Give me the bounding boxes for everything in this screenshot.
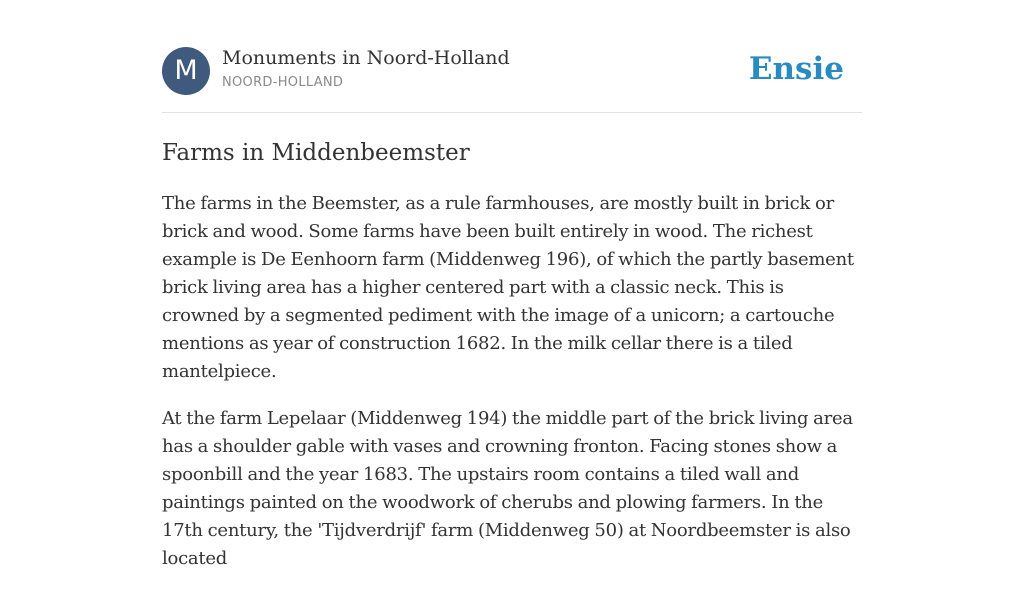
brand-logo[interactable]: Ensie — [748, 51, 844, 87]
site-subtitle[interactable]: NOORD-HOLLAND — [222, 75, 344, 90]
content-container — [162, 0, 862, 569]
paragraph: At the farm Lepelaar (Middenweg 194) the middle part of the brick living area has a shoulder gable with vases and crowning fronton. Facing stones show a spoonbill and the year 1683. The upstairs room contains a tiled wall and paintings painted on the woodwork of cherubs and plowing farmers. In the 17th century, the 'Tijdverdrijf' farm (Middenweg 50) at Noordbeemster is also located — [162, 408, 853, 569]
paragraph: The farms in the Beemster, as a rule farmhouses, are mostly built in brick or brick and wood. Some farms have been built entirely in wood. The richest example is De Eenhoorn farm (Middenweg 196), of which the partly basement brick living area has a higher centered part with a classic neck. This is crowned by a segmented pediment with the image of a unicorn; a cartouche mentions as year of construction 1682. In the milk cellar there is a tiled mantelpiece. — [162, 193, 854, 382]
header — [162, 0, 862, 113]
avatar[interactable]: M — [162, 47, 210, 95]
site-title[interactable]: Monuments in Noord-Holland — [222, 47, 510, 69]
article-title: Farms in Middenbeemster — [162, 140, 470, 166]
article-body — [162, 190, 862, 592]
